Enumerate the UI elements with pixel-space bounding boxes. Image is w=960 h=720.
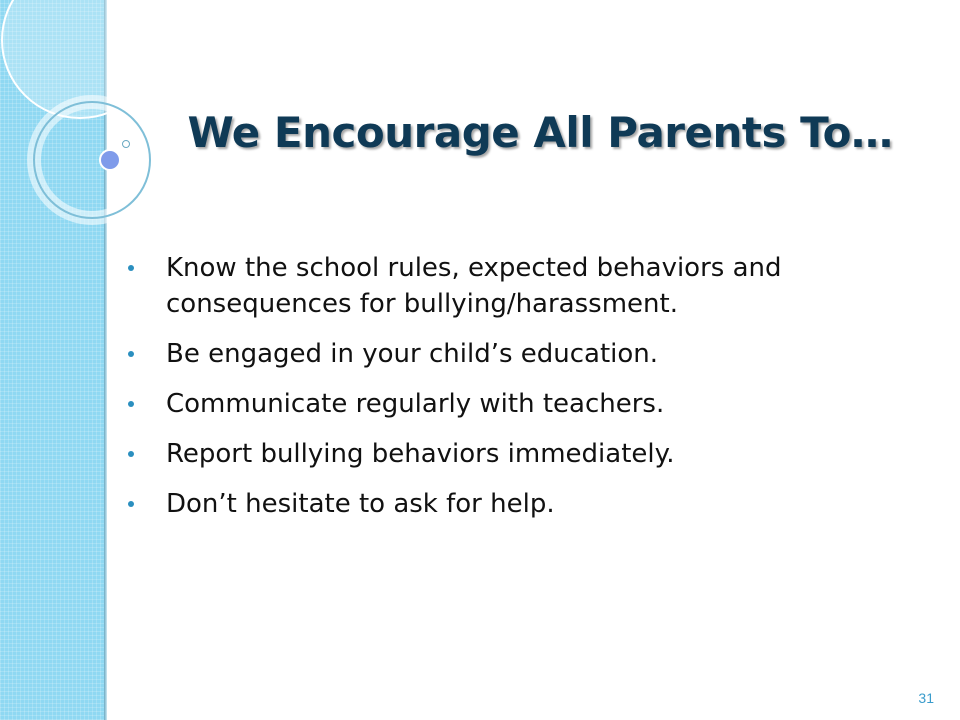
bullet-text: Report bullying behaviors immediately. <box>166 439 675 469</box>
page-number: 31 <box>918 690 934 706</box>
bullet-dot-icon <box>128 501 134 507</box>
bullet-text: Know the school rules, expected behaviors and consequences for bullying/harassment. <box>166 253 782 319</box>
bullet-dot-icon <box>128 451 134 457</box>
bullet-item <box>128 336 908 372</box>
bullet-item <box>128 486 908 522</box>
side-decor-band <box>0 0 104 720</box>
bullet-item <box>128 250 908 322</box>
bullet-text: Don’t hesitate to ask for help. <box>166 489 555 519</box>
bullet-item <box>128 436 908 472</box>
side-band-edge <box>104 0 107 720</box>
bullet-list <box>128 250 908 536</box>
bullet-dot-icon <box>128 265 134 271</box>
decor-dot-small <box>123 141 130 148</box>
bullet-item <box>128 386 908 422</box>
bullet-dot-icon <box>128 351 134 357</box>
bullet-text: Be engaged in your child’s education. <box>166 339 659 369</box>
bullet-dot-icon <box>128 401 134 407</box>
slide-title: We Encourage All Parents To… <box>187 108 893 157</box>
bullet-text: Communicate regularly with teachers. <box>166 389 665 419</box>
